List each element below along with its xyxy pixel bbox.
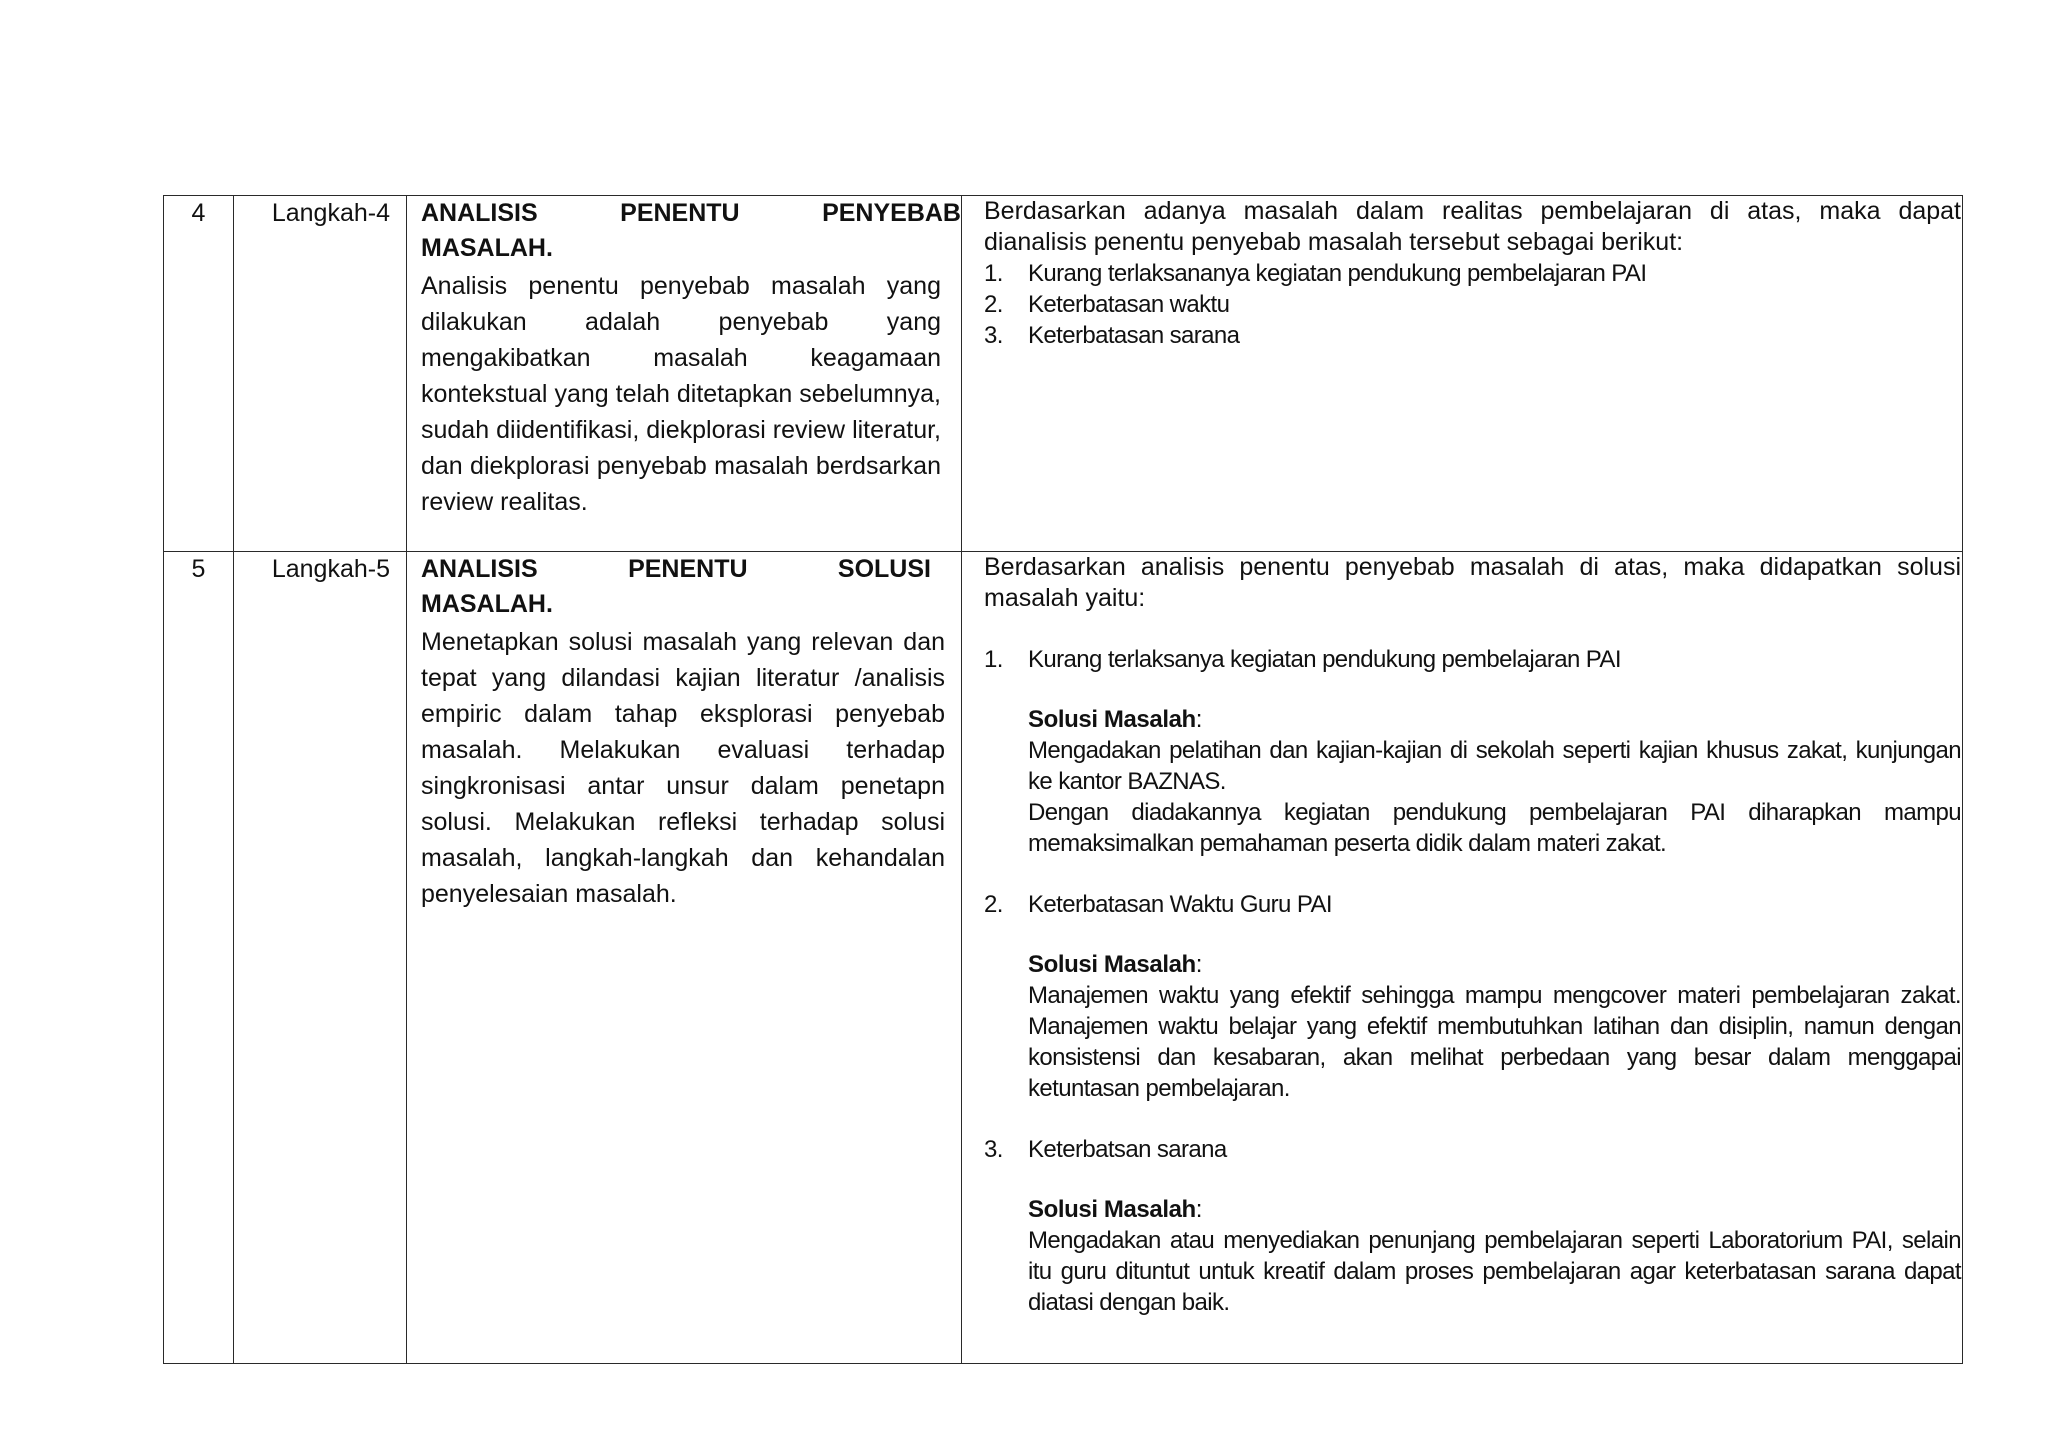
- step-description-cell: [407, 196, 962, 552]
- step-result-cell: [962, 552, 1963, 1364]
- step-heading: ANALISIS PENENTU PENYEBAB: [421, 199, 961, 227]
- step-description: Menetapkan solusi masalah yang relevan dan tepat yang dilandasi kajian literatur /analisis empiric dalam tahap eksplorasi penyebab masalah. Melakukan evaluasi terhadap singkronisasi antar unsur dalam penetapn solusi. Melakukan refleksi terhadap solusi masalah, langkah-langkah dan kehandalan penyelesaian masalah.: [421, 628, 945, 908]
- row-number: 4: [164, 196, 234, 552]
- step-heading: ANALISIS PENENTU SOLUSI: [421, 555, 931, 583]
- list-item: 1. Kurang terlaksanya kegiatan pendukung pembelajaran PAI: [984, 646, 1621, 673]
- cause-list: [984, 258, 1961, 351]
- row-number: 5: [164, 552, 234, 1364]
- list-item: 3. Keterbatasan sarana: [984, 322, 1240, 349]
- step-heading-line2: MASALAH.: [421, 234, 553, 262]
- result-intro: Berdasarkan analisis penentu penyebab masalah di atas, maka didapatkan solusi masalah yaitu:: [984, 553, 1961, 612]
- table-row: [164, 196, 1963, 552]
- solution-list: [984, 1134, 1961, 1165]
- step-description: Analisis penentu penyebab masalah yang dilakukan adalah penyebab yang mengakibatkan masalah keagamaan kontekstual yang telah ditetapkan sebelumnya, sudah diidentifikasi, diekplorasi review literatur, dan diekplorasi penyebab masalah berdsarkan review realitas.: [421, 272, 941, 516]
- solution-block: Solusi Masalah: Mengadakan pelatihan dan kajian-kajian di sekolah seperti kajian khusus zakat, kunjungan ke kantor BAZNAS. Dengan diadakannya kegiatan pendukung pembelajaran PAI diharapkan mampu memaksimalkan pemahaman peserta didik dalam materi zakat.: [1028, 706, 1961, 857]
- list-item: 1. Kurang terlaksananya kegiatan pendukung pembelajaran PAI: [984, 260, 1647, 287]
- result-intro: Berdasarkan adanya masalah dalam realitas pembelajaran di atas, maka dapat dianalisis penentu penyebab masalah tersebut sebagai berikut:: [984, 197, 1961, 256]
- step-result-cell: [962, 196, 1963, 552]
- step-heading-line2: MASALAH.: [421, 590, 553, 618]
- solution-block: Solusi Masalah: Manajemen waktu yang efektif sehingga mampu mengcover materi pembelajaran zakat. Manajemen waktu belajar yang efektif membutuhkan latihan dan disiplin, namun dengan konsistensi dan kesabaran, akan melihat perbedaan yang besar dalam menggapai ketuntasan pembelajaran.: [1028, 951, 1961, 1102]
- solution-list: [984, 889, 1961, 920]
- step-description-cell: [407, 552, 962, 1364]
- list-item: 3. Keterbatsan sarana: [984, 1136, 1227, 1163]
- steps-table: [163, 195, 1963, 1364]
- list-item: 2. Keterbatasan Waktu Guru PAI: [984, 891, 1332, 918]
- table-row: [164, 552, 1963, 1364]
- step-label: Langkah-4: [234, 196, 407, 552]
- solution-block: Solusi Masalah: Mengadakan atau menyediakan penunjang pembelajaran seperti Laboratorium PAI, selain itu guru dituntut untuk kreatif dalam proses pembelajaran agar keterbatasan sarana dapat diatasi dengan baik.: [1028, 1196, 1961, 1316]
- solution-list: [984, 644, 1961, 675]
- step-label: Langkah-5: [234, 552, 407, 1364]
- list-item: 2. Keterbatasan waktu: [984, 291, 1230, 318]
